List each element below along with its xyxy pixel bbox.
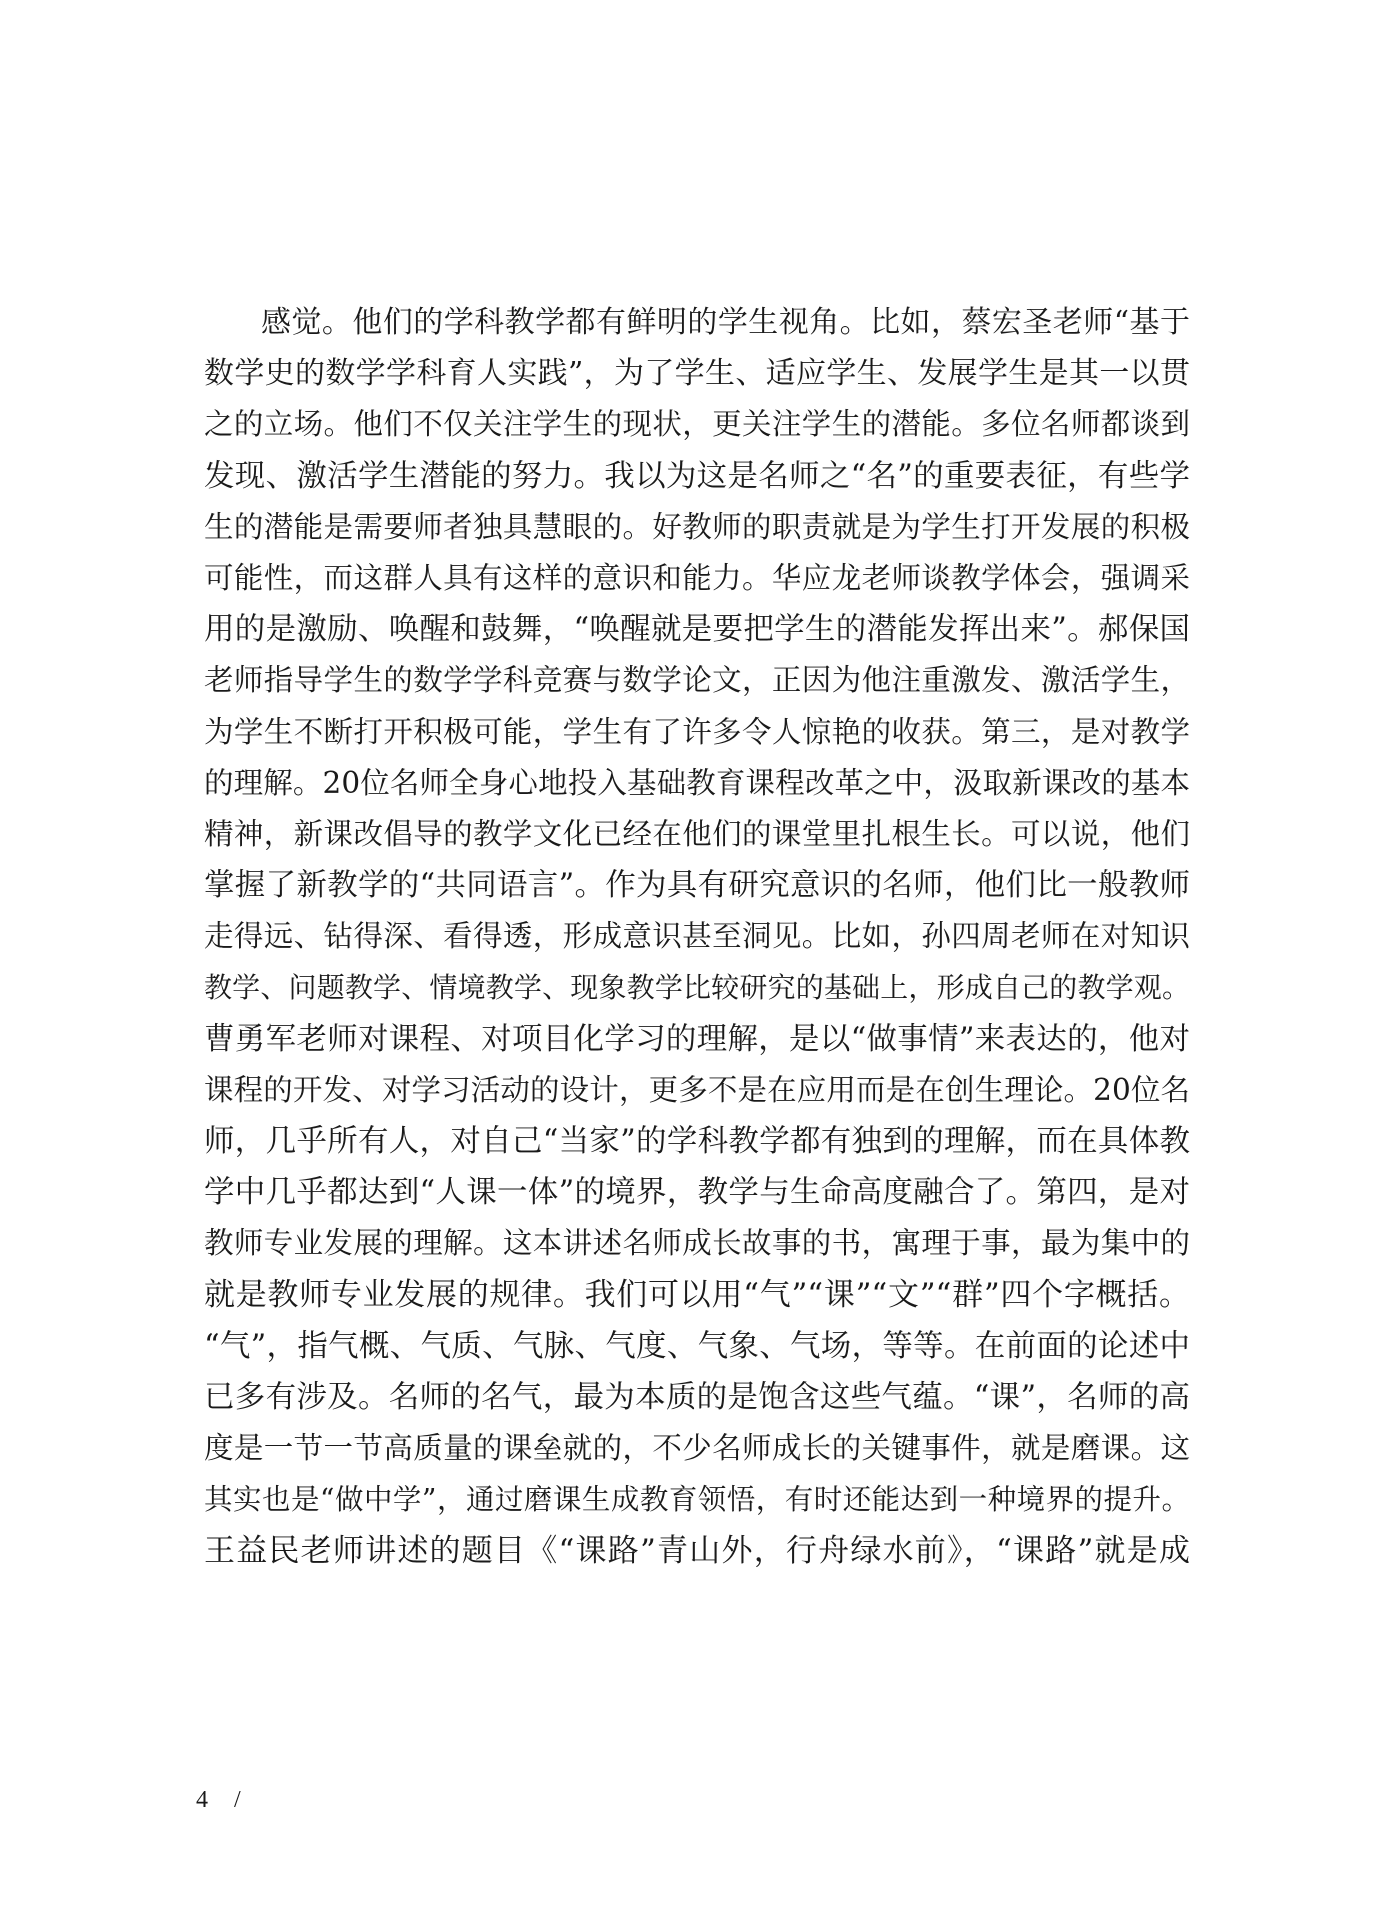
page-number: 4 / [196,1787,251,1813]
text-line: 度是一节一节高质量的课垒就的，不少名师成长的关键事件，就是磨课。这 [204,1431,1190,1466]
text-line: 用的是激励、唤醒和鼓舞，“唤醒就是要把学生的潜能发挥出来”。郝保国 [204,612,1190,648]
text-line: 教师专业发展的理解。这本讲述名师成长故事的书，寓理于事，最为集中的 [204,1226,1190,1261]
body-text [204,297,1190,1577]
text-line: 学中几乎都达到“人课一体”的境界，教学与生命高度融合了。第四，是对 [204,1175,1190,1211]
text-line: 就是教师专业发展的规律。我们可以用“气”“课”“文”“群”四个字概括。 [204,1276,1190,1313]
text-line: 生的潜能是需要师者独具慧眼的。好教师的职责就是为学生打开发展的积极 [204,509,1190,544]
text-line: 教学、问题教学、情境教学、现象教学比较研究的基础上，形成自己的教学观。 [204,971,1190,1005]
text-line: 老师指导学生的数学学科竞赛与数学论文，正因为他注重激发、激活学生， [204,663,1190,698]
text-line: 可能性，而这群人具有这样的意识和能力。华应龙老师谈教学体会，强调采 [204,560,1190,595]
text-line: 感觉。他们的学科教学都有鲜明的学生视角。比如，蔡宏圣老师“基于 [261,305,1190,340]
text-line: 为学生不断打开积极可能，学生有了许多令人惊艳的收获。第三，是对教学 [204,714,1190,749]
text-line: “气”，指气概、气质、气脉、气度、气象、气场，等等。在前面的论述中 [204,1328,1190,1364]
text-line: 走得远、钻得深、看得透，形成意识甚至洞见。比如，孙四周老师在对知识 [204,919,1190,954]
text-line: 师，几乎所有人，对自己“当家”的学科教学都有独到的理解，而在具体教 [204,1124,1190,1159]
text-line: 发现、激活学生潜能的努力。我以为这是名师之“名”的重要表征，有些学 [204,458,1190,494]
text-line: 精神，新课改倡导的教学文化已经在他们的课堂里扎根生长。可以说，他们 [204,816,1190,851]
text-line: 其实也是“做中学”，通过磨课生成教育领悟，有时还能达到一种境界的提升。 [204,1483,1190,1517]
text-line: 课程的开发、对学习活动的设计，更多不是在应用而是在创生理论。20位名 [204,1072,1190,1107]
text-line: 数学史的数学学科育人实践”，为了学生、适应学生、发展学生是其一以贯 [204,356,1190,392]
text-line: 掌握了新教学的“共同语言”。作为具有研究意识的名师，他们比一般教师 [204,868,1190,904]
text-line: 的理解。20位名师全身心地投入基础教育课程改革之中，汲取新课改的基本 [204,765,1190,800]
text-line: 之的立场。他们不仅关注学生的现状，更关注学生的潜能。多位名师都谈到 [204,407,1190,442]
text-line: 曹勇军老师对课程、对项目化学习的理解，是以“做事情”来表达的，他对 [204,1021,1190,1057]
text-line: 王益民老师讲述的题目《“课路”青山外，行舟绿水前》，“课路”就是成 [204,1532,1190,1569]
text-line: 已多有涉及。名师的名气，最为本质的是饱含这些气蕴。“课”，名师的高 [204,1379,1190,1415]
